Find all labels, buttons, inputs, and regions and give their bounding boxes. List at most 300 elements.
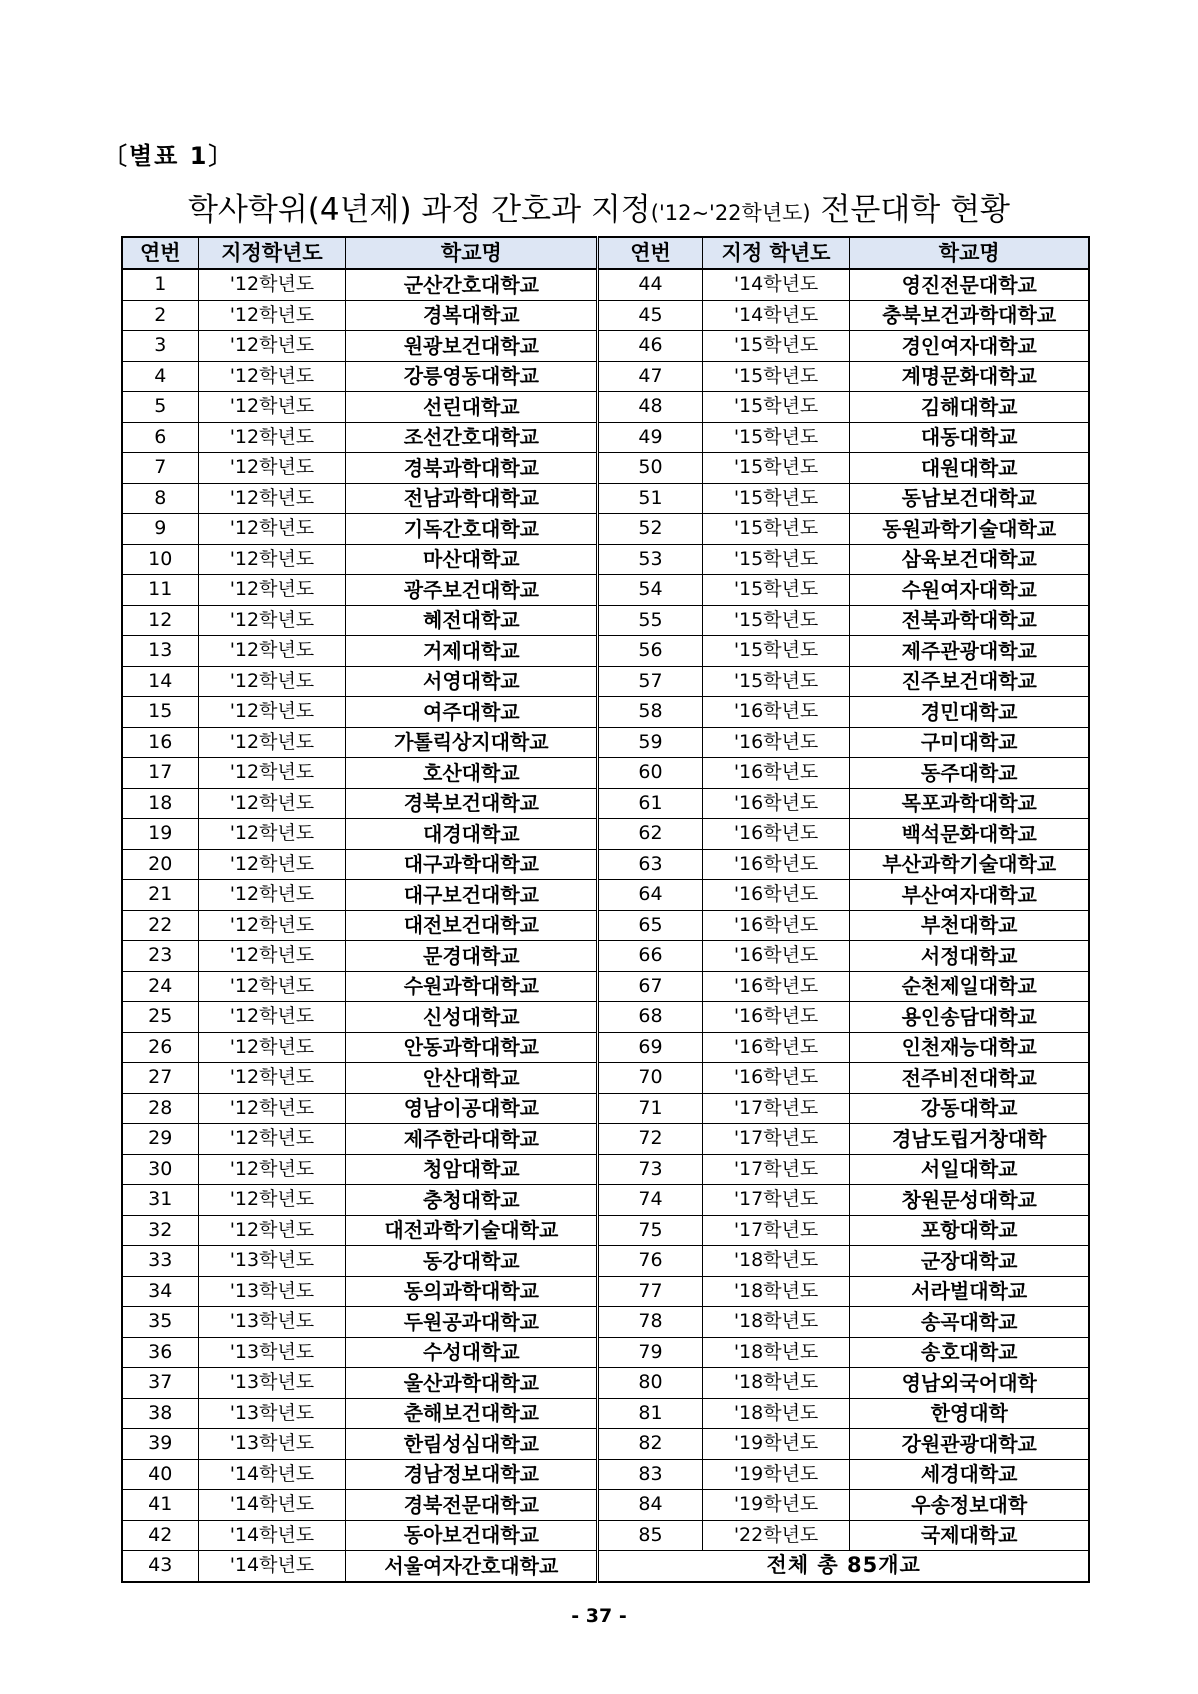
designation-year: '18학년도 bbox=[702, 1368, 850, 1399]
row-number: 10 bbox=[122, 544, 198, 575]
designation-year: '12학년도 bbox=[198, 697, 346, 728]
school-name: 부산과학기술대학교 bbox=[850, 849, 1089, 880]
designation-year: '15학년도 bbox=[702, 605, 850, 636]
designation-year: '16학년도 bbox=[702, 971, 850, 1002]
school-name: 혜전대학교 bbox=[346, 605, 598, 636]
table-row bbox=[122, 1002, 1089, 1033]
table-row bbox=[122, 514, 1089, 545]
school-name: 대전보건대학교 bbox=[346, 910, 598, 941]
table-row bbox=[122, 636, 1089, 667]
school-name: 대전과학기술대학교 bbox=[346, 1215, 598, 1246]
school-name: 군장대학교 bbox=[850, 1246, 1089, 1277]
designation-year: '15학년도 bbox=[702, 361, 850, 392]
table-row bbox=[122, 1490, 1089, 1521]
row-number: 37 bbox=[122, 1368, 198, 1399]
table-row bbox=[122, 300, 1089, 331]
school-name: 인천재능대학교 bbox=[850, 1032, 1089, 1063]
school-name: 경복대학교 bbox=[346, 300, 598, 331]
table-row bbox=[122, 1520, 1089, 1551]
designation-year: '16학년도 bbox=[702, 819, 850, 850]
header-school-name: 학교명 bbox=[850, 237, 1089, 269]
school-name: 영남이공대학교 bbox=[346, 1093, 598, 1124]
school-name: 경북과학대학교 bbox=[346, 453, 598, 484]
school-name: 거제대학교 bbox=[346, 636, 598, 667]
designation-year: '16학년도 bbox=[702, 758, 850, 789]
row-number: 13 bbox=[122, 636, 198, 667]
school-name: 동원과학기술대학교 bbox=[850, 514, 1089, 545]
designation-year: '12학년도 bbox=[198, 361, 346, 392]
school-name: 영진전문대학교 bbox=[850, 269, 1089, 300]
school-name: 부산여자대학교 bbox=[850, 880, 1089, 911]
school-name: 안동과학대학교 bbox=[346, 1032, 598, 1063]
designation-year: '13학년도 bbox=[198, 1337, 346, 1368]
row-number: 64 bbox=[598, 880, 702, 911]
school-name: 강동대학교 bbox=[850, 1093, 1089, 1124]
designation-year: '12학년도 bbox=[198, 269, 346, 300]
designation-year: '12학년도 bbox=[198, 575, 346, 606]
school-name: 서정대학교 bbox=[850, 941, 1089, 972]
row-number: 26 bbox=[122, 1032, 198, 1063]
school-name: 수원과학대학교 bbox=[346, 971, 598, 1002]
school-name: 영남외국어대학 bbox=[850, 1368, 1089, 1399]
row-number: 76 bbox=[598, 1246, 702, 1277]
table-row bbox=[122, 1063, 1089, 1094]
designation-year: '12학년도 bbox=[198, 392, 346, 423]
school-name: 제주관광대학교 bbox=[850, 636, 1089, 667]
designation-year: '16학년도 bbox=[702, 1063, 850, 1094]
table-row bbox=[122, 910, 1089, 941]
school-name: 수원여자대학교 bbox=[850, 575, 1089, 606]
school-name: 신성대학교 bbox=[346, 1002, 598, 1033]
row-number: 77 bbox=[598, 1276, 702, 1307]
table-row bbox=[122, 605, 1089, 636]
row-number: 25 bbox=[122, 1002, 198, 1033]
school-name: 청암대학교 bbox=[346, 1154, 598, 1185]
designation-year: '17학년도 bbox=[702, 1093, 850, 1124]
designation-year: '12학년도 bbox=[198, 666, 346, 697]
title-years: ('12~'22학년도) bbox=[650, 201, 811, 225]
school-name: 선린대학교 bbox=[346, 392, 598, 423]
designation-year: '15학년도 bbox=[702, 575, 850, 606]
designation-year: '12학년도 bbox=[198, 849, 346, 880]
table-row bbox=[122, 1093, 1089, 1124]
row-number: 69 bbox=[598, 1032, 702, 1063]
school-name: 서영대학교 bbox=[346, 666, 598, 697]
table-row bbox=[122, 544, 1089, 575]
row-number: 45 bbox=[598, 300, 702, 331]
designation-year: '14학년도 bbox=[702, 300, 850, 331]
designation-year: '15학년도 bbox=[702, 331, 850, 362]
designation-year: '14학년도 bbox=[198, 1459, 346, 1490]
school-name: 강원관광대학교 bbox=[850, 1429, 1089, 1460]
designation-year: '13학년도 bbox=[198, 1307, 346, 1338]
row-number: 59 bbox=[598, 727, 702, 758]
school-name: 춘해보건대학교 bbox=[346, 1398, 598, 1429]
header-no: 연번 bbox=[122, 237, 198, 269]
row-number: 22 bbox=[122, 910, 198, 941]
school-name: 용인송담대학교 bbox=[850, 1002, 1089, 1033]
school-name: 부천대학교 bbox=[850, 910, 1089, 941]
designation-year: '12학년도 bbox=[198, 1063, 346, 1094]
school-name: 호산대학교 bbox=[346, 758, 598, 789]
school-name: 강릉영동대학교 bbox=[346, 361, 598, 392]
designation-year: '12학년도 bbox=[198, 880, 346, 911]
school-name: 광주보건대학교 bbox=[346, 575, 598, 606]
row-number: 84 bbox=[598, 1490, 702, 1521]
row-number: 3 bbox=[122, 331, 198, 362]
row-number: 6 bbox=[122, 422, 198, 453]
total-count: 전체 총 85개교 bbox=[598, 1551, 1089, 1582]
row-number: 19 bbox=[122, 819, 198, 850]
designation-year: '13학년도 bbox=[198, 1429, 346, 1460]
table-row bbox=[122, 666, 1089, 697]
designation-year: '16학년도 bbox=[702, 910, 850, 941]
row-number: 21 bbox=[122, 880, 198, 911]
designation-year: '13학년도 bbox=[198, 1368, 346, 1399]
designation-year: '12학년도 bbox=[198, 1093, 346, 1124]
row-number: 34 bbox=[122, 1276, 198, 1307]
row-number: 54 bbox=[598, 575, 702, 606]
table-row bbox=[122, 1398, 1089, 1429]
row-number: 70 bbox=[598, 1063, 702, 1094]
table-row bbox=[122, 971, 1089, 1002]
row-number: 38 bbox=[122, 1398, 198, 1429]
designation-year: '16학년도 bbox=[702, 1032, 850, 1063]
school-name: 계명문화대학교 bbox=[850, 361, 1089, 392]
designation-year: '12학년도 bbox=[198, 1215, 346, 1246]
table-row bbox=[122, 1459, 1089, 1490]
school-name: 서라벌대학교 bbox=[850, 1276, 1089, 1307]
row-number: 8 bbox=[122, 483, 198, 514]
table-row bbox=[122, 361, 1089, 392]
table-row bbox=[122, 758, 1089, 789]
designation-year: '12학년도 bbox=[198, 483, 346, 514]
school-name: 원광보건대학교 bbox=[346, 331, 598, 362]
row-number: 35 bbox=[122, 1307, 198, 1338]
school-name: 창원문성대학교 bbox=[850, 1185, 1089, 1216]
school-name: 경남정보대학교 bbox=[346, 1459, 598, 1490]
table-row bbox=[122, 1246, 1089, 1277]
school-name: 전북과학대학교 bbox=[850, 605, 1089, 636]
row-number: 23 bbox=[122, 941, 198, 972]
row-number: 48 bbox=[598, 392, 702, 423]
school-name: 가톨릭상지대학교 bbox=[346, 727, 598, 758]
table-row bbox=[122, 819, 1089, 850]
school-name: 기독간호대학교 bbox=[346, 514, 598, 545]
designation-year: '12학년도 bbox=[198, 331, 346, 362]
table-row bbox=[122, 1215, 1089, 1246]
school-name: 국제대학교 bbox=[850, 1520, 1089, 1551]
school-name: 울산과학대학교 bbox=[346, 1368, 598, 1399]
designation-year: '18학년도 bbox=[702, 1246, 850, 1277]
designation-year: '17학년도 bbox=[702, 1154, 850, 1185]
school-name: 제주한라대학교 bbox=[346, 1124, 598, 1155]
row-number: 79 bbox=[598, 1337, 702, 1368]
school-name: 김해대학교 bbox=[850, 392, 1089, 423]
school-name: 한영대학 bbox=[850, 1398, 1089, 1429]
school-name: 동남보건대학교 bbox=[850, 483, 1089, 514]
school-name: 전주비전대학교 bbox=[850, 1063, 1089, 1094]
table-row bbox=[122, 849, 1089, 880]
designation-year: '12학년도 bbox=[198, 605, 346, 636]
designation-year: '18학년도 bbox=[702, 1276, 850, 1307]
row-number: 58 bbox=[598, 697, 702, 728]
table-row bbox=[122, 575, 1089, 606]
row-number: 29 bbox=[122, 1124, 198, 1155]
designation-year: '12학년도 bbox=[198, 788, 346, 819]
designation-year: '17학년도 bbox=[702, 1185, 850, 1216]
table-row bbox=[122, 1337, 1089, 1368]
designation-year: '12학년도 bbox=[198, 422, 346, 453]
row-number: 1 bbox=[122, 269, 198, 300]
table-row bbox=[122, 1124, 1089, 1155]
school-name: 조선간호대학교 bbox=[346, 422, 598, 453]
row-number: 56 bbox=[598, 636, 702, 667]
designation-year: '12학년도 bbox=[198, 514, 346, 545]
row-number: 71 bbox=[598, 1093, 702, 1124]
designation-year: '12학년도 bbox=[198, 636, 346, 667]
row-number: 55 bbox=[598, 605, 702, 636]
designation-year: '12학년도 bbox=[198, 971, 346, 1002]
school-name: 충북보건과학대학교 bbox=[850, 300, 1089, 331]
row-number: 27 bbox=[122, 1063, 198, 1094]
designation-year: '14학년도 bbox=[702, 269, 850, 300]
designation-year: '12학년도 bbox=[198, 1032, 346, 1063]
school-name: 대구과학대학교 bbox=[346, 849, 598, 880]
row-number: 50 bbox=[598, 453, 702, 484]
row-number: 75 bbox=[598, 1215, 702, 1246]
school-name: 경민대학교 bbox=[850, 697, 1089, 728]
row-number: 60 bbox=[598, 758, 702, 789]
table-body bbox=[122, 269, 1089, 1582]
school-name: 경인여자대학교 bbox=[850, 331, 1089, 362]
school-name: 경북보건대학교 bbox=[346, 788, 598, 819]
row-number: 62 bbox=[598, 819, 702, 850]
row-number: 82 bbox=[598, 1429, 702, 1460]
row-number: 16 bbox=[122, 727, 198, 758]
designation-year: '15학년도 bbox=[702, 666, 850, 697]
row-number: 57 bbox=[598, 666, 702, 697]
designation-year: '16학년도 bbox=[702, 1002, 850, 1033]
row-number: 15 bbox=[122, 697, 198, 728]
page-number: - 37 - bbox=[571, 1605, 627, 1627]
table-row bbox=[122, 1154, 1089, 1185]
row-number: 74 bbox=[598, 1185, 702, 1216]
school-name: 마산대학교 bbox=[346, 544, 598, 575]
designation-year: '15학년도 bbox=[702, 422, 850, 453]
designation-year: '18학년도 bbox=[702, 1337, 850, 1368]
row-number: 17 bbox=[122, 758, 198, 789]
school-name: 서울여자간호대학교 bbox=[346, 1551, 598, 1582]
title-end: 전문대학 현황 bbox=[810, 192, 1010, 228]
designation-year: '12학년도 bbox=[198, 910, 346, 941]
designation-year: '15학년도 bbox=[702, 514, 850, 545]
table-row bbox=[122, 941, 1089, 972]
table-row bbox=[122, 1368, 1089, 1399]
table-row bbox=[122, 697, 1089, 728]
table-row bbox=[122, 453, 1089, 484]
table-row bbox=[122, 269, 1089, 300]
table-row bbox=[122, 1276, 1089, 1307]
school-name: 순천제일대학교 bbox=[850, 971, 1089, 1002]
designation-year: '16학년도 bbox=[702, 788, 850, 819]
table-row bbox=[122, 1551, 1089, 1582]
school-name: 동의과학대학교 bbox=[346, 1276, 598, 1307]
designation-year: '12학년도 bbox=[198, 300, 346, 331]
school-name: 문경대학교 bbox=[346, 941, 598, 972]
row-number: 20 bbox=[122, 849, 198, 880]
designation-year: '16학년도 bbox=[702, 727, 850, 758]
row-number: 18 bbox=[122, 788, 198, 819]
school-name: 우송정보대학 bbox=[850, 1490, 1089, 1521]
designation-year: '17학년도 bbox=[702, 1124, 850, 1155]
school-name: 송호대학교 bbox=[850, 1337, 1089, 1368]
title-main: 학사학위(4년제) 과정 간호과 지정 bbox=[187, 192, 651, 228]
school-name: 구미대학교 bbox=[850, 727, 1089, 758]
document-title bbox=[120, 184, 1078, 229]
designation-year: '12학년도 bbox=[198, 1185, 346, 1216]
designation-year: '19학년도 bbox=[702, 1490, 850, 1521]
row-number: 46 bbox=[598, 331, 702, 362]
row-number: 28 bbox=[122, 1093, 198, 1124]
designation-year: '12학년도 bbox=[198, 941, 346, 972]
table-row bbox=[122, 788, 1089, 819]
row-number: 12 bbox=[122, 605, 198, 636]
designation-year: '14학년도 bbox=[198, 1490, 346, 1521]
row-number: 63 bbox=[598, 849, 702, 880]
designation-year: '14학년도 bbox=[198, 1520, 346, 1551]
designation-year: '12학년도 bbox=[198, 1124, 346, 1155]
designation-year: '12학년도 bbox=[198, 758, 346, 789]
header-year: 지정 학년도 bbox=[702, 237, 850, 269]
table-row bbox=[122, 1032, 1089, 1063]
designation-year: '15학년도 bbox=[702, 544, 850, 575]
school-name: 경북전문대학교 bbox=[346, 1490, 598, 1521]
designation-year: '13학년도 bbox=[198, 1246, 346, 1277]
school-name: 동아보건대학교 bbox=[346, 1520, 598, 1551]
row-number: 32 bbox=[122, 1215, 198, 1246]
row-number: 31 bbox=[122, 1185, 198, 1216]
header-year: 지정학년도 bbox=[198, 237, 346, 269]
table-row bbox=[122, 727, 1089, 758]
row-number: 65 bbox=[598, 910, 702, 941]
row-number: 30 bbox=[122, 1154, 198, 1185]
school-name: 한림성심대학교 bbox=[346, 1429, 598, 1460]
designation-year: '15학년도 bbox=[702, 636, 850, 667]
table-row bbox=[122, 483, 1089, 514]
school-name: 안산대학교 bbox=[346, 1063, 598, 1094]
designation-year: '16학년도 bbox=[702, 880, 850, 911]
row-number: 80 bbox=[598, 1368, 702, 1399]
designation-year: '12학년도 bbox=[198, 1002, 346, 1033]
school-name: 대원대학교 bbox=[850, 453, 1089, 484]
row-number: 39 bbox=[122, 1429, 198, 1460]
designation-year: '16학년도 bbox=[702, 849, 850, 880]
school-name: 포항대학교 bbox=[850, 1215, 1089, 1246]
row-number: 73 bbox=[598, 1154, 702, 1185]
designation-year: '22학년도 bbox=[702, 1520, 850, 1551]
school-name: 여주대학교 bbox=[346, 697, 598, 728]
school-name: 수성대학교 bbox=[346, 1337, 598, 1368]
table-row bbox=[122, 1307, 1089, 1338]
header-no: 연번 bbox=[598, 237, 702, 269]
row-number: 49 bbox=[598, 422, 702, 453]
row-number: 2 bbox=[122, 300, 198, 331]
table-header-row bbox=[122, 237, 1089, 269]
school-name: 진주보건대학교 bbox=[850, 666, 1089, 697]
designation-year: '16학년도 bbox=[702, 941, 850, 972]
designation-year: '16학년도 bbox=[702, 697, 850, 728]
school-name: 서일대학교 bbox=[850, 1154, 1089, 1185]
table-row bbox=[122, 1185, 1089, 1216]
table-row bbox=[122, 422, 1089, 453]
row-number: 40 bbox=[122, 1459, 198, 1490]
school-name: 송곡대학교 bbox=[850, 1307, 1089, 1338]
school-name: 삼육보건대학교 bbox=[850, 544, 1089, 575]
designation-year: '18학년도 bbox=[702, 1398, 850, 1429]
row-number: 41 bbox=[122, 1490, 198, 1521]
row-number: 51 bbox=[598, 483, 702, 514]
row-number: 5 bbox=[122, 392, 198, 423]
designation-year: '12학년도 bbox=[198, 819, 346, 850]
row-number: 53 bbox=[598, 544, 702, 575]
school-name: 대경대학교 bbox=[346, 819, 598, 850]
row-number: 43 bbox=[122, 1551, 198, 1582]
row-number: 9 bbox=[122, 514, 198, 545]
table-row bbox=[122, 331, 1089, 362]
appendix-label: 〔별표 1〕 bbox=[103, 142, 235, 170]
row-number: 81 bbox=[598, 1398, 702, 1429]
designation-year: '19학년도 bbox=[702, 1429, 850, 1460]
row-number: 52 bbox=[598, 514, 702, 545]
row-number: 47 bbox=[598, 361, 702, 392]
school-name: 백석문화대학교 bbox=[850, 819, 1089, 850]
school-name: 대동대학교 bbox=[850, 422, 1089, 453]
row-number: 11 bbox=[122, 575, 198, 606]
designation-year: '13학년도 bbox=[198, 1398, 346, 1429]
table-row bbox=[122, 1429, 1089, 1460]
designation-year: '12학년도 bbox=[198, 544, 346, 575]
row-number: 72 bbox=[598, 1124, 702, 1155]
row-number: 68 bbox=[598, 1002, 702, 1033]
row-number: 4 bbox=[122, 361, 198, 392]
school-name: 대구보건대학교 bbox=[346, 880, 598, 911]
school-name: 전남과학대학교 bbox=[346, 483, 598, 514]
header-school-name: 학교명 bbox=[346, 237, 598, 269]
designation-year: '15학년도 bbox=[702, 483, 850, 514]
school-name: 두원공과대학교 bbox=[346, 1307, 598, 1338]
school-name: 경남도립거창대학 bbox=[850, 1124, 1089, 1155]
designation-year: '19학년도 bbox=[702, 1459, 850, 1490]
school-name: 군산간호대학교 bbox=[346, 269, 598, 300]
row-number: 24 bbox=[122, 971, 198, 1002]
school-name: 동주대학교 bbox=[850, 758, 1089, 789]
designation-year: '12학년도 bbox=[198, 453, 346, 484]
row-number: 61 bbox=[598, 788, 702, 819]
school-name: 동강대학교 bbox=[346, 1246, 598, 1277]
row-number: 44 bbox=[598, 269, 702, 300]
table-row bbox=[122, 392, 1089, 423]
school-name: 목포과학대학교 bbox=[850, 788, 1089, 819]
designation-year: '12학년도 bbox=[198, 727, 346, 758]
school-name: 세경대학교 bbox=[850, 1459, 1089, 1490]
designation-year: '13학년도 bbox=[198, 1276, 346, 1307]
row-number: 78 bbox=[598, 1307, 702, 1338]
designation-year: '15학년도 bbox=[702, 453, 850, 484]
row-number: 42 bbox=[122, 1520, 198, 1551]
school-name: 충청대학교 bbox=[346, 1185, 598, 1216]
row-number: 83 bbox=[598, 1459, 702, 1490]
